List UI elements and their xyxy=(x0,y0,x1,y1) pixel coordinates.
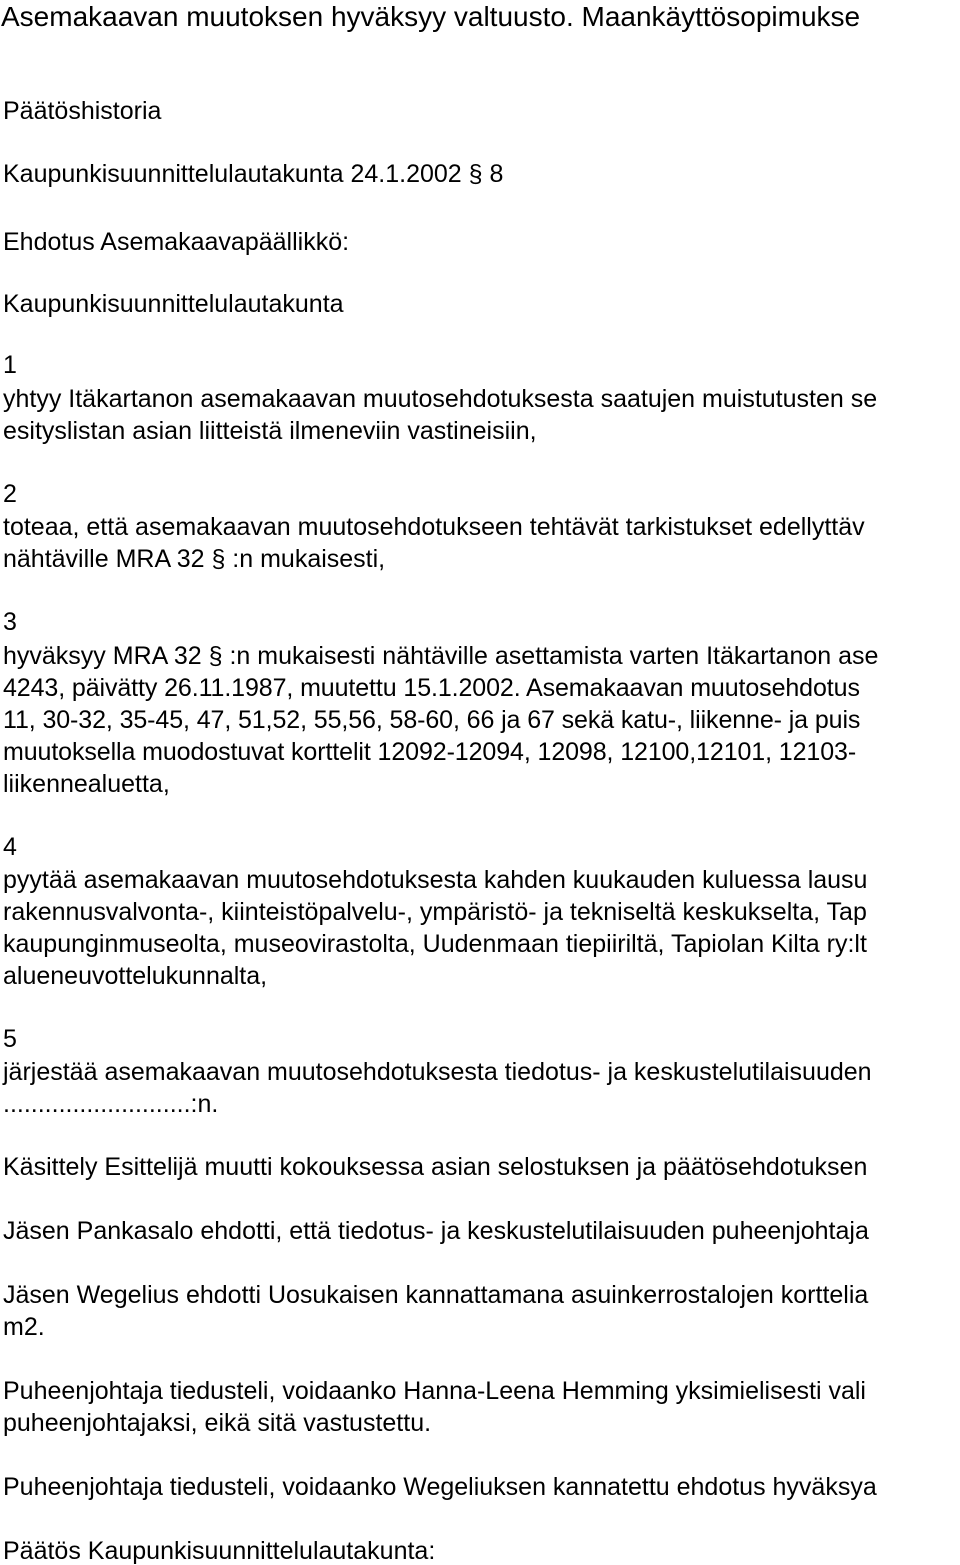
item-number-5: 5 xyxy=(3,1025,17,1053)
item-5-line-1: järjestää asemakaavan muutosehdotuksesta tiedotus- ja keskustelutilaisuuden xyxy=(3,1058,872,1086)
item-2-line-1: toteaa, että asemakaavan muutosehdotukseen tehtävät tarkistukset edellyttäv xyxy=(3,513,865,541)
item-4-line-4: alueneuvottelukunnalta, xyxy=(3,962,268,990)
item-number-2: 2 xyxy=(3,480,17,508)
item-1-line-2: esityslistan asian liitteistä ilmeneviin vastineisiin, xyxy=(3,417,537,445)
meeting-reference: Kaupunkisuunnittelulautakunta 24.1.2002 § 8 xyxy=(3,160,504,188)
item-4-line-1: pyytää asemakaavan muutosehdotuksesta kahden kuukauden kuluessa lausu xyxy=(3,866,868,894)
pankasalo-paragraph: Jäsen Pankasalo ehdotti, että tiedotus- ja keskustelutilaisuuden puheenjohtaja xyxy=(3,1217,869,1245)
item-4-line-2: rakennusvalvonta-, kiinteistöpalvelu-, ympäristö- ja tekniseltä keskukselta, Tap xyxy=(3,898,867,926)
proposal-heading: Ehdotus Asemakaavapäällikkö: xyxy=(3,228,350,256)
item-4-line-3: kaupunginmuseolta, museovirastolta, Uudenmaan tiepiiriltä, Tapiolan Kilta ry:lt xyxy=(3,930,867,958)
wegelius-paragraph-line-2: m2. xyxy=(3,1313,45,1341)
document-title: Asemakaavan muutoksen hyväksyy valtuusto. Maankäyttösopimukse xyxy=(1,1,861,32)
item-3-line-3: 11, 30-32, 35-45, 47, 51,52, 55,56, 58-60, 66 ja 67 sekä katu-, liikenne- ja puis xyxy=(3,706,861,734)
board-name: Kaupunkisuunnittelulautakunta xyxy=(3,290,344,318)
wegelius-paragraph-line-1: Jäsen Wegelius ehdotti Uosukaisen kannattamana asuinkerrostalojen korttelia xyxy=(3,1281,869,1309)
item-3-line-2: 4243, päivätty 26.11.1987, muutettu 15.1.2002. Asemakaavan muutosehdotus xyxy=(3,674,860,702)
chair-inquiry-1-line-2: puheenjohtajaksi, eikä sitä vastustettu. xyxy=(3,1409,432,1437)
chair-inquiry-1-line-1: Puheenjohtaja tiedusteli, voidaanko Hanna-Leena Hemming yksimielisesti vali xyxy=(3,1377,866,1405)
item-1-line-1: yhtyy Itäkartanon asemakaavan muutosehdotuksesta saatujen muistutusten se xyxy=(3,385,878,413)
item-3-line-4: muutoksella muodostuvat korttelit 12092-12094, 12098, 12100,12101, 12103- xyxy=(3,738,857,766)
chair-inquiry-2: Puheenjohtaja tiedusteli, voidaanko Wegeliuksen kannatettu ehdotus hyväksya xyxy=(3,1473,877,1501)
item-3-line-5: liikennealuetta, xyxy=(3,770,170,798)
item-2-line-2: nähtäville MRA 32 § :n mukaisesti, xyxy=(3,545,386,573)
item-5-line-2: ...........................:n. xyxy=(3,1090,219,1118)
history-heading: Päätöshistoria xyxy=(3,97,162,125)
item-number-4: 4 xyxy=(3,833,17,861)
item-number-1: 1 xyxy=(3,351,17,379)
item-number-3: 3 xyxy=(3,608,17,636)
decision-heading: Päätös Kaupunkisuunnittelulautakunta: xyxy=(3,1537,436,1565)
processing-paragraph: Käsittely Esittelijä muutti kokouksessa asian selostuksen ja päätösehdotuksen xyxy=(3,1153,868,1181)
item-3-line-1: hyväksyy MRA 32 § :n mukaisesti nähtäville asettamista varten Itäkartanon ase xyxy=(3,642,879,670)
